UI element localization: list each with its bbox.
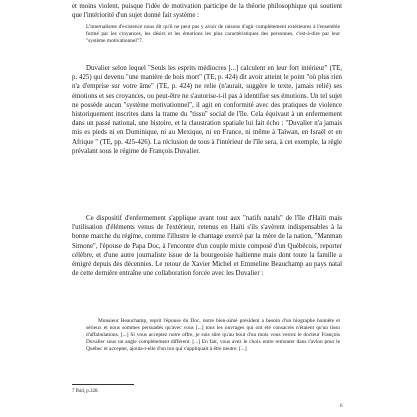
block-quote-beauchamp: Monsieur Beauchamp, reprit l'épouse du Doc, notre bien-aimé président a besoin d'un biographe honnête et sérieux et nous sommes persuadés qu'avec vous [...] tous les ouvrages qui ont été consacrés n'étaient qu'un tissu d'affabulations. [...] Si vous acceptez notre offre, je suis sûre qu'au bout d'un mois vous verrez le docteur François Duvalier sous un angle complètement différent. [...] En fait, vous avez le choix entre remonter dans l'avion pour le Québec et accepter, ajouta-t-elle d'un ton qui s'appliquait à être neutre. [...] [86,318,340,353]
page-number: 6 [340,404,343,409]
paragraph-enfermement: Ce dispositif d'enfermement s'applique avant tout aux "natifs natals" de l'île d'Haïti mais l'utilisation d'éléments venus de l'extérieur, retenus en Haïti s'ils s'avèrent indispensables à la bonne marche du régime, comme l'illustre le chantage exercé par la mère de la nation, "Manman Simone", l'épouse de Papa Doc, à l'encontre d'un couple mixte composé d'un Québécois, reporter célèbre, et d'une autre journaliste issue de la bourgeoisie haïtienne mais dont toute la famille a émigré depuis des décennies. Le retour de Xavier Michel et Emmeline Beauchamp au pays natal de cette dernière entraîne une collaboration forcée avec les Duvalier : [72,215,342,278]
paragraph-duvalier: Duvalier selon lequel "Seuls les esprits médiocres [...] calculent en leur fort intérieur" (TE, p. 425) qui devenu "une manière de bois mort" (TE, p. 424) dit avoir atteint le point "où plus rien n'a d'emprise sur votre âme" (TE, p. 424) ne relie (n'aurait, suggère le texte, jamais relié) ses émotions et ses croyances, ou peut-être ne s'autorise-t-il pas à identifier ses émotions. Un tel sujet ne possède aucun "système motivationnel", il agit en conformité avec des pratiques de violence historiquement inscrites dans la trame du "tissu" social de l'île. Cela équivaut à un enfermement dans un passé national, une histoire, et la claustration spatiale lui fait écho : "Duvalier n'a jamais mis es pieds ni en Dominique, ni au Mexique, ni en France, ni même à Taïwan, en Israël et en Afrique " (TE, pp. 425-426). La réclusion de tous à l'intérieur de l'île sera, à cet exemple, la règle prévalant sous le régime de François Duvalier. [72,65,342,155]
block-quote-internalism: L'internalisme d'existence nous dit qu'il ne peut pas y avoir de raisons d'agir complètement extérieures à l'ensemble formé par les croyances, les désirs et les émotions les plus caractéristiques des personnes, c'est-à-dire par leur "système motivationnel"7. [86,24,340,45]
paragraph-continuation: et moins violent, puisque l'idée de motivation participe de la théorie philosophique qui soutient que l'intériorité d'un sujet donné fait système : [72,3,342,20]
footnote-divider [72,384,134,385]
footnote: 7 Ibid, p.328. [72,389,99,394]
